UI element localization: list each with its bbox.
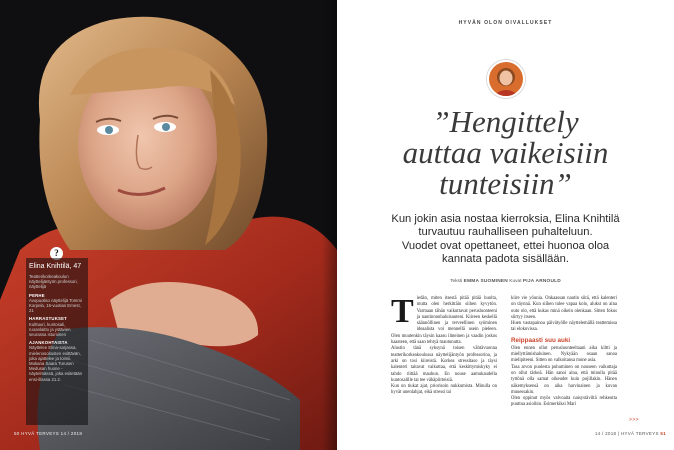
headline-line-1: ”Hengittely xyxy=(432,104,579,139)
bio-text-hobbies: Kulttuuri, kuntosali, ruoanlaitto ja ystävien seurassa istuminen xyxy=(29,321,71,338)
author-avatar xyxy=(487,60,525,98)
drop-cap: T xyxy=(391,293,414,330)
credit-photo-label: Kuvat xyxy=(509,279,522,284)
continue-arrows: >>> xyxy=(629,417,639,423)
headline-line-2: auttaa vaikeisiin xyxy=(402,135,609,170)
body-column-1 xyxy=(391,293,497,397)
bio-heading-hobbies: HARRASTUKSET xyxy=(29,316,67,322)
lead-line-1: Kun jokin asia nostaa kierroksia, Elina Knihtilä xyxy=(391,213,620,225)
lead-line-2: turvautuu rauhalliseen puhalteluun. xyxy=(418,226,593,239)
body-paragraph: Olen oppinut myös valvoaita naisystäviltä rehkeutta puuttua asioihin. Esimerkiksi Mari xyxy=(511,396,617,408)
spine-shadow xyxy=(322,0,337,450)
body-subheading: Reippaasti suu auki xyxy=(511,336,571,344)
body-paragraph: kiire vie yöunia. Onkaassan nautin siitä, että kalenteri on täynnä. Kun siihen tulee vapaa kolo, alukst on aina outo olo, että kukas minä oikein olenkaan. Sitten fokus siirtyy itseen. xyxy=(511,296,617,320)
right-page-folio xyxy=(595,431,666,436)
right-page xyxy=(337,0,674,450)
credit-text-author: EMMA SUOMINEN xyxy=(463,279,508,284)
lead-line-4: kannata padota sisällään. xyxy=(442,253,569,266)
bio-heading-family: PERHE xyxy=(29,292,45,298)
folio-text: 14 / 2018 | HYVÄ TERVEYS xyxy=(594,431,659,436)
article-credits xyxy=(337,279,674,284)
bio-intro: Teatterikorkeakoulun näyttelijäntyön professori, näyttelijä xyxy=(29,274,78,290)
section-kicker: HYVÄN OLON OIVALLUKSET xyxy=(458,20,553,26)
body-paragraph: Kun on tiukat ajat, priorisoin nukkumista. Minulla on hyvät unenlahjat, eikä stressi tai xyxy=(391,384,497,396)
avatar-portrait-icon xyxy=(489,62,523,96)
credit-photo-author: PIJA ARNOULD xyxy=(522,279,561,284)
article-lead xyxy=(377,213,634,267)
lead-line-3: Vuodet ovat opettaneet, ettei huonoa oloa xyxy=(401,239,610,252)
bio-name: Elina Knihtilä, 47 xyxy=(29,263,82,270)
folio-page-number: 51 xyxy=(660,431,666,436)
body-paragraph: Huen vastapainoa päivätyölle näyttelemällä teattemissa tai elokuvissa. xyxy=(511,321,617,333)
bio-text-current: Näyttelee Elina-sarjassa, mielenosoitusten esittävän, joka ajattelee ja toimii. Mukana Saara Turusen Medusan huone -näytelmässä, joka esitetään ensi-illassa 21.2. xyxy=(29,345,83,382)
body-paragraph: Alustin tänä syksynä toisen vähtävuonna teatterikorkeakoulussa näyttelijäntyön professorina, ja arki on tosi kiireistä. Korkea stressitaso ja täysi kalenteri taitavat vaikuttaa, että keskittymiskyky ei tahdo riittää mauhun. En nouse aamukaudella kuntosalille tai tee vähäpiirteisiä. xyxy=(391,346,497,383)
question-mark-icon: ? xyxy=(50,247,63,260)
article-headline xyxy=(377,106,634,199)
credit-text-label: Teksti xyxy=(450,279,463,284)
bio-text-family: Avopuoliso näyttelijä Tommi Korpela, 16-vuotias Ernest, 21 xyxy=(29,297,82,314)
body-paragraph: iedän, miten itsestä pitää pitää huolta, mutta olen herkittäin siihen kyvytön. Varmaan tähän vaikuttavat perusluonteeni ja nautinnonhaluisuuteni. Kiireen keskellä säännöllinen ja terveellinen syöminen ideaalista voi mennellä usein pieleen. Olen muutenkin täysin kaasu ilmeinen ja vaadin joskus haasteen, että saan tehtyä mautunutta. xyxy=(391,296,497,346)
bio-heading-current: AJANKOHTAISTA xyxy=(29,340,68,346)
left-page-folio: 50 HYVÄ TERVEYS 14 / 2018 xyxy=(14,431,83,436)
bio-box xyxy=(26,258,88,425)
body-paragraph: Tasa arvon puolesta puhuminen on nouseen vaikuttaja on ollut tärkeä. Hän sanoi aina, että minulla pitää tyttönä olla samat oikeudet kuin pojillakin. Hänen näkemyksensä on aika harvinainen ja kuvan muuessakin. xyxy=(511,364,617,395)
body-paragraph: Olen ennen ollut perusluonteeltaani aika kiltti ja miellyttämishaluinen. Nykyään osaan sanoa mielipiteeni. Sitten on valkoitansa mone asia. xyxy=(511,345,617,364)
headline-line-3: tunteisiin” xyxy=(439,166,572,201)
body-column-2 xyxy=(511,296,617,409)
